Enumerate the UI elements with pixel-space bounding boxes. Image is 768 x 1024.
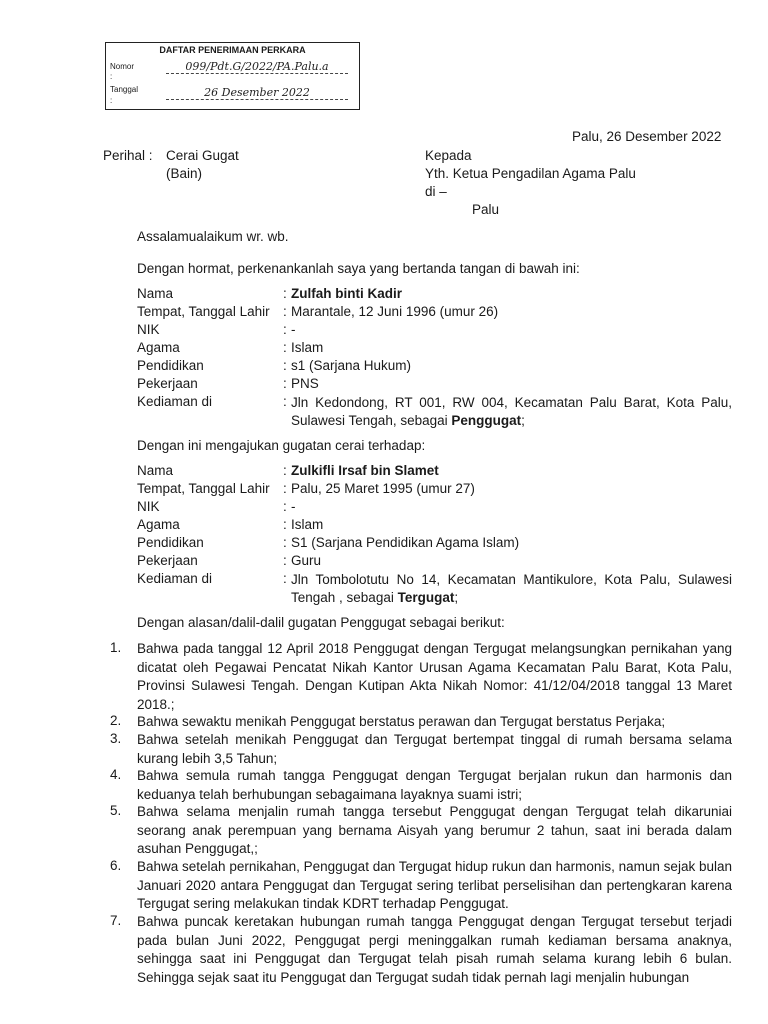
defendant-education: S1 (Sarjana Pendidikan Agama Islam): [291, 535, 520, 550]
recipient-di: di –: [425, 184, 447, 199]
defendant-agama-label: Agama: [137, 517, 180, 532]
plaintiff-kediaman-label: Kediaman di: [137, 394, 213, 409]
plaintiff-education: s1 (Sarjana Hukum): [291, 358, 412, 373]
plaintiff-birth: Marantale, 12 Juni 1996 (umur 26): [291, 304, 499, 319]
plaintiff-ttl-label: Tempat, Tanggal Lahir: [137, 304, 270, 319]
plaintiff-nik-label: NIK: [137, 322, 160, 337]
plaintiff-name: Zulfah binti Kadir: [291, 286, 402, 301]
defendant-kediaman-label: Kediaman di: [137, 571, 213, 586]
plaintiff-nama-label: Nama: [137, 286, 174, 301]
intro-paragraph: Dengan hormat, perkenankanlah saya yang bertanda tangan di bawah ini:: [137, 261, 580, 276]
defendant-religion: Islam: [291, 517, 324, 532]
case-registration-box: [105, 42, 360, 110]
perihal-subject: Cerai Gugat: [166, 148, 239, 163]
plaintiff-role: Penggugat: [451, 413, 522, 428]
plaintiff-religion: Islam: [291, 340, 324, 355]
defendant-pendidikan-label: Pendidikan: [137, 535, 204, 550]
recipient-city: Palu: [472, 202, 500, 217]
nomor-label: Nomor: [110, 62, 135, 71]
defendant-pekerjaan-label: Pekerjaan: [137, 553, 198, 568]
greeting: Assalamualaikum wr. wb.: [137, 229, 289, 244]
plaintiff-nik: -: [291, 322, 296, 337]
recipient: Yth. Ketua Pengadilan Agama Palu: [425, 166, 636, 181]
tanggal-label: Tanggal: [110, 85, 139, 94]
defendant-birth: Palu, 25 Maret 1995 (umur 27): [291, 481, 475, 496]
letter-place-date: Palu, 26 Desember 2022: [572, 129, 722, 144]
claim-against-paragraph: Dengan ini mengajukan gugatan cerai terhadap:: [137, 438, 426, 453]
defendant-occupation: Guru: [291, 553, 322, 568]
defendant-nik: -: [291, 499, 296, 514]
defendant-name: Zulkifli Irsaf bin Slamet: [291, 463, 439, 478]
nomor-colon: :: [110, 72, 113, 81]
tanggal-colon: :: [110, 96, 113, 105]
defendant-role: Tergugat: [397, 590, 455, 605]
plaintiff-agama-label: Agama: [137, 340, 180, 355]
defendant-nik-label: NIK: [137, 499, 160, 514]
kepada-label: Kepada: [425, 148, 472, 163]
perihal-label: Perihal :: [103, 148, 153, 163]
plaintiff-pendidikan-label: Pendidikan: [137, 358, 204, 373]
plaintiff-pekerjaan-label: Pekerjaan: [137, 376, 198, 391]
case-number-value: 099/Pdt.G/2022/PA.Palu.a: [166, 60, 348, 74]
perihal-type: (Bain): [166, 166, 203, 181]
defendant-nama-label: Nama: [137, 463, 174, 478]
reasons-intro: Dengan alasan/dalil-dalil gugatan Penggugat sebagai berikut:: [137, 615, 505, 630]
plaintiff-occupation: PNS: [291, 376, 319, 391]
registration-date-value: 26 Desember 2022: [166, 86, 348, 100]
defendant-ttl-label: Tempat, Tanggal Lahir: [137, 481, 270, 496]
defendant-address: Jln Tombolotutu No 14, Kecamatan Mantikulore, Kota Palu, Sulawesi Tengah , sebagai Tergugat;: [291, 572, 732, 605]
registration-title: DAFTAR PENERIMAAN PERKARA: [159, 45, 306, 55]
plaintiff-address: Jln Kedondong, RT 001, RW 004, Kecamatan Palu Barat, Kota Palu, Sulawesi Tengah, sebagai Penggugat;: [291, 395, 732, 428]
